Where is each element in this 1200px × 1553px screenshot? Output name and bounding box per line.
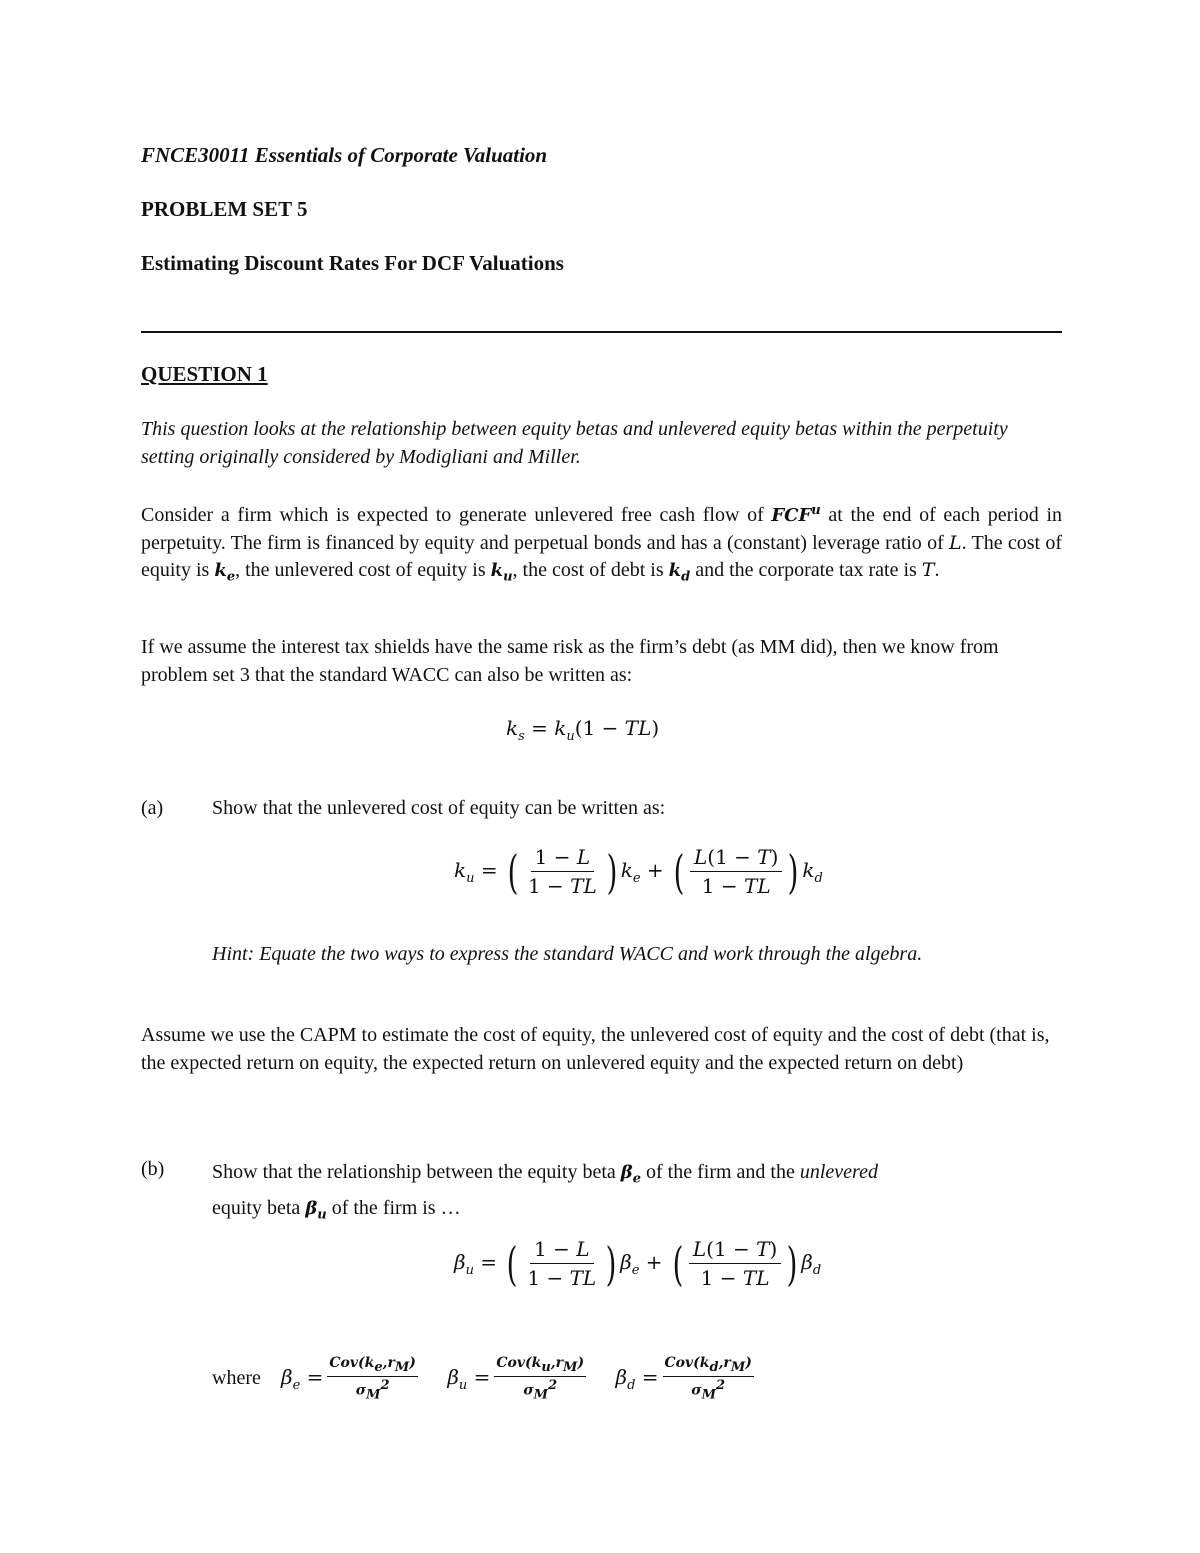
document-subtitle: Estimating Discount Rates For DCF Valuations: [141, 251, 564, 275]
part-b-label: (b): [141, 1158, 165, 1180]
question-intro: This question looks at the relationship between equity betas and unlevered equity betas within the perpetuity setting originally considered by Modigliani and Miller.: [141, 418, 1008, 468]
paragraph-capm: Assume we use the CAPM to estimate the cost of equity, the unlevered cost of equity and the cost of debt (that is, the expected return on equity, the expected return on unlevered equity and the expected return on debt): [141, 1024, 1050, 1074]
equation-unlevered-cost: $k_u$ = ( $\frac{1 - L}{1 - TL}$ ) $k_e$ + ( $\frac{L(1 - T)}{1 - TL}$ ) $k_d$: [454, 844, 823, 899]
part-a-text: Show that the unlevered cost of equity can be written as:: [212, 797, 666, 819]
part-b-text: Show that the relationship between the equity beta $\beta_e$ of the firm and the unlevered equity beta $\beta_u$ of the firm is …: [212, 1161, 878, 1223]
equation-unlevered-beta: $\beta_u$ = ( $\frac{1 - L}{1 - TL}$ ) $\beta_e$ + ( $\frac{L(1 - T)}{1 - TL}$ ) $\beta_d$: [454, 1236, 822, 1291]
paragraph-wacc: If we assume the interest tax shields have the same risk as the firm’s debt (as MM did), then we know from problem set 3 that the standard WACC can also be written as:: [141, 636, 999, 686]
question-heading: QUESTION 1: [141, 362, 268, 386]
paragraph-setup: Consider a firm which is expected to generate unlevered free cash flow of FCF$^u$ at the end of each period in perpetuity. The firm is financed by equity and perpetual bonds and has a (constant) leverage ratio of L. The cost of equity is $k_e$, the unlevered cost of equity is $k_u$, the cost of debt is $k_d$ and the corporate tax rate is T.: [141, 503, 1063, 585]
horizontal-rule: [141, 331, 1062, 333]
problem-set-title: PROBLEM SET 5: [141, 197, 308, 221]
where-label: where: [212, 1367, 261, 1389]
hint: Hint: Equate the two ways to express the standard WACC and work through the algebra.: [212, 943, 923, 965]
beta-definitions: $\beta_e$ = $\frac{Cov(k_e,r_M)}{\sigma_M^2}$ $\beta_u$ = $\frac{Cov(k_u,r_M)}{\sigma_M^2}$ $\beta_d$ = $\frac{Cov(k_d,r_M)}{\sigma_M^2}$: [281, 1355, 752, 1403]
equation-wacc: $k_s = k_u(1 - TL)$: [506, 716, 660, 744]
course-title: FNCE30011 Essentials of Corporate Valuation: [141, 143, 548, 167]
part-a-label: (a): [141, 797, 164, 819]
